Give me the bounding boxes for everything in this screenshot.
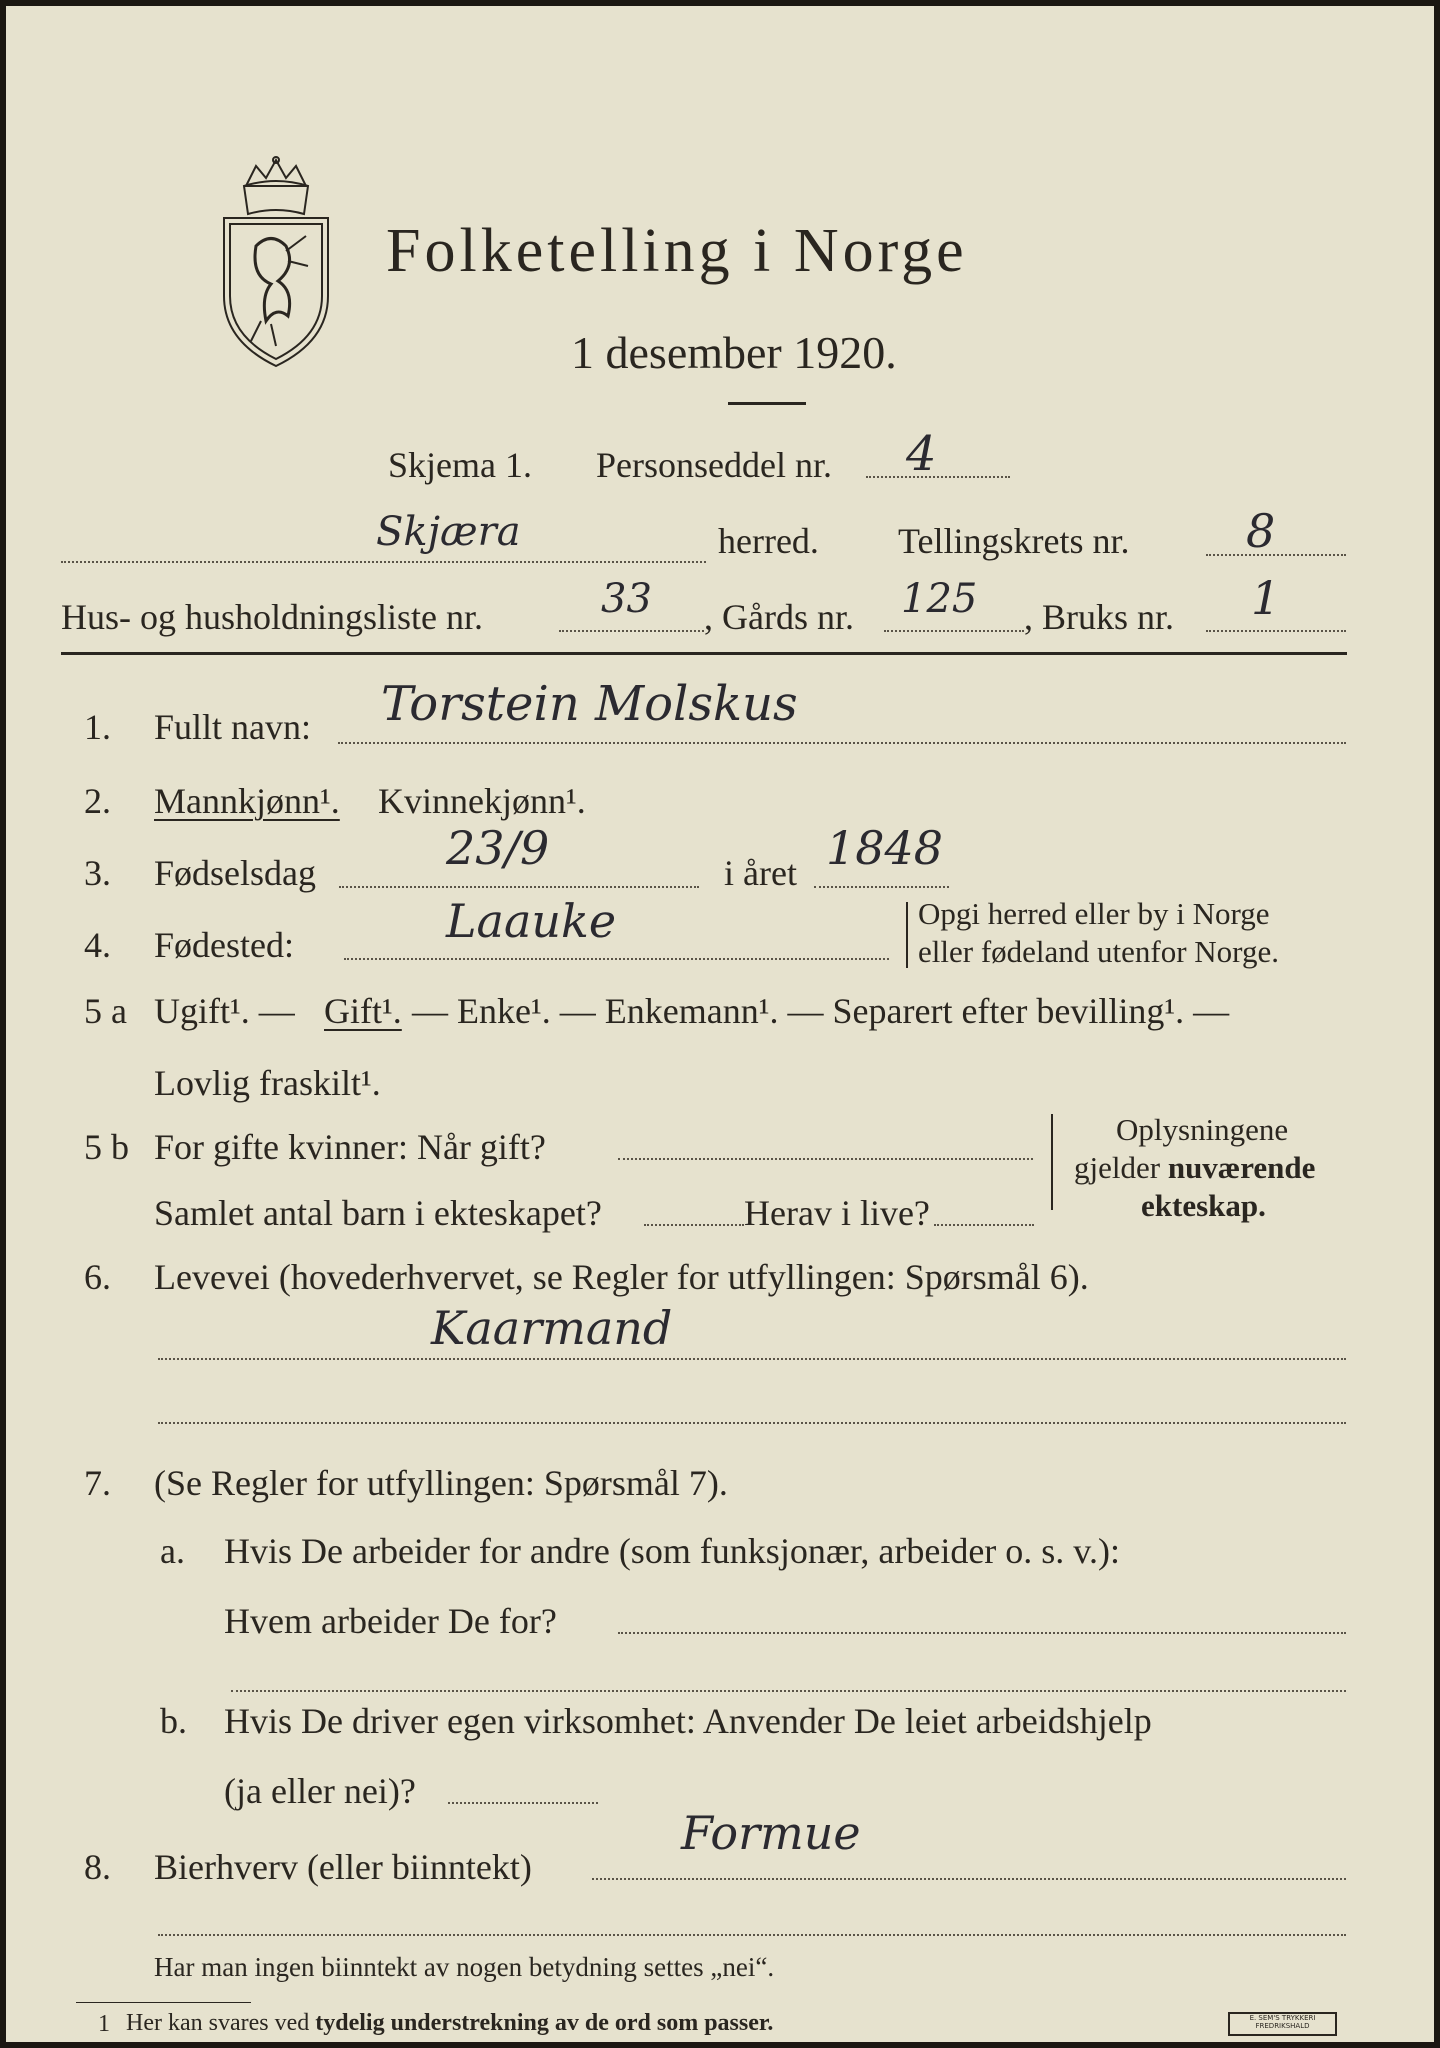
birth-year-value[interactable]: 1848 <box>826 821 944 875</box>
q5b-note-3: ekteskap. <box>1141 1188 1266 1223</box>
q8-number: 8. <box>84 1847 111 1887</box>
q4-label: Fødested: <box>154 925 294 965</box>
q8-label: Bierhverv (eller biinntekt) <box>154 1847 532 1887</box>
hired-help-line <box>448 1802 598 1804</box>
children-total-label: Samlet antal barn i ekteskapet? <box>154 1193 602 1233</box>
occupation-line-2 <box>158 1422 1346 1424</box>
tellingskrets-label: Tellingskrets nr. <box>898 521 1130 561</box>
gender-female[interactable]: Kvinnekjønn¹. <box>378 781 586 821</box>
gards-label: , Gårds nr. <box>704 597 854 637</box>
form-date: 1 desember 1920. <box>571 327 897 378</box>
footnote-number: 1 <box>98 2011 110 2037</box>
q7a-question: Hvis De arbeider for andre (som funksjonær, arbeider o. s. v.): <box>224 1531 1120 1571</box>
birthplace-note-2: eller fødeland utenfor Norge. <box>918 934 1279 969</box>
gender-male[interactable]: Mannkjønn¹. <box>154 781 340 821</box>
footer-note: Har man ingen biinntekt av nogen betydning settes „nei“. <box>154 1952 775 1982</box>
herred-label: herred. <box>718 521 819 561</box>
status-gift[interactable]: Gift¹. <box>324 991 402 1031</box>
header-rule <box>61 652 1347 655</box>
skjema-label: Skjema 1. <box>388 445 532 485</box>
personseddel-label: Personseddel nr. <box>596 445 832 485</box>
q6-number: 6. <box>84 1257 111 1297</box>
married-when-label: For gifte kvinner: Når gift? <box>154 1127 546 1167</box>
birthplace-note-1: Opgi herred eller by i Norge <box>918 896 1270 931</box>
employer-line-2 <box>231 1690 1346 1692</box>
tellingskrets-line <box>1206 554 1346 556</box>
q5b-brace <box>1051 1114 1053 1210</box>
q5b-number: 5 b <box>84 1127 129 1167</box>
occupation-value[interactable]: Kaarmand <box>431 1301 673 1355</box>
gards-line <box>884 630 1024 632</box>
printer-stamp: E. SEM'S TRYKKERI FREDRIKSHALD <box>1228 2012 1337 2036</box>
footnote-text: Her kan svares ved tydelig understrekning av de ord som passer. <box>126 2010 774 2036</box>
q7-label: (Se Regler for utfyllingen: Spørsmål 7). <box>154 1463 728 1503</box>
footnote-rule <box>76 2002 251 2003</box>
q3-label: Fødselsdag <box>154 853 316 893</box>
status-fraskilt[interactable]: Lovlig fraskilt¹. <box>154 1063 381 1103</box>
husholdning-value[interactable]: 33 <box>601 576 652 622</box>
census-form <box>6 6 1434 2042</box>
side-income-value[interactable]: Formue <box>681 1806 861 1860</box>
herred-value[interactable]: Skjæra <box>376 509 521 555</box>
q7-number: 7. <box>84 1463 111 1503</box>
bruks-line <box>1206 630 1346 632</box>
gards-value[interactable]: 125 <box>901 576 978 622</box>
bruks-value[interactable]: 1 <box>1251 571 1281 625</box>
herred-line <box>61 561 706 563</box>
children-alive-label: Herav i live? <box>744 1193 930 1233</box>
children-total-line <box>644 1224 744 1226</box>
side-income-line-1 <box>592 1878 1346 1880</box>
birthplace-line <box>344 958 889 960</box>
q7b-letter: b. <box>160 1701 187 1741</box>
coat-of-arms-icon <box>216 156 336 371</box>
footnote-bold: tydelig understrekning av de ord som passer. <box>315 2010 774 2036</box>
q4-brace <box>906 902 908 968</box>
q7a-letter: a. <box>160 1531 185 1571</box>
tellingskrets-value[interactable]: 8 <box>1246 504 1276 558</box>
hired-help-label: (ja eller nei)? <box>224 1771 416 1811</box>
q4-number: 4. <box>84 925 111 965</box>
employer-label: Hvem arbeider De for? <box>224 1601 557 1641</box>
personseddel-value[interactable]: 4 <box>906 426 937 482</box>
children-alive-line <box>934 1224 1034 1226</box>
side-income-line-2 <box>158 1934 1346 1936</box>
employer-line-1 <box>618 1632 1346 1634</box>
q1-line <box>338 742 1346 744</box>
husholdning-label: Hus- og husholdningsliste nr. <box>61 597 484 637</box>
q1-number: 1. <box>84 707 111 747</box>
year-line <box>814 886 949 888</box>
q3-number: 3. <box>84 853 111 893</box>
status-other[interactable]: — Enke¹. — Enkemann¹. — Separert efter bevilling¹. — <box>412 991 1230 1031</box>
q1-label: Fullt navn: <box>154 707 312 747</box>
q5b-note-bold: nuværende <box>1167 1150 1316 1185</box>
form-title: Folketelling i Norge <box>386 217 968 285</box>
q5b-note-2: gjelder nuværende <box>1074 1150 1316 1185</box>
husholdning-line <box>559 630 704 632</box>
q7b-question: Hvis De driver egen virksomhet: Anvender De leiet arbeidshjelp <box>224 1701 1152 1741</box>
personseddel-line <box>866 476 1010 478</box>
title-divider <box>728 402 806 405</box>
occupation-line-1 <box>158 1358 1346 1360</box>
full-name-value[interactable]: Torstein Molskus <box>381 676 798 732</box>
birthplace-value[interactable]: Laauke <box>446 894 617 948</box>
q2-number: 2. <box>84 781 111 821</box>
q6-label: Levevei (hovederhvervet, se Regler for utfyllingen: Spørsmål 6). <box>154 1257 1089 1297</box>
q5a-number: 5 a <box>84 991 127 1031</box>
birthday-line <box>339 886 699 888</box>
status-ugift[interactable]: Ugift¹. — <box>154 991 295 1031</box>
year-label: i året <box>724 853 797 893</box>
bruks-label: , Bruks nr. <box>1024 597 1175 637</box>
birthday-value[interactable]: 23/9 <box>446 821 550 875</box>
married-when-line <box>618 1158 1033 1160</box>
q5b-note-1: Oplysningene <box>1116 1112 1289 1147</box>
